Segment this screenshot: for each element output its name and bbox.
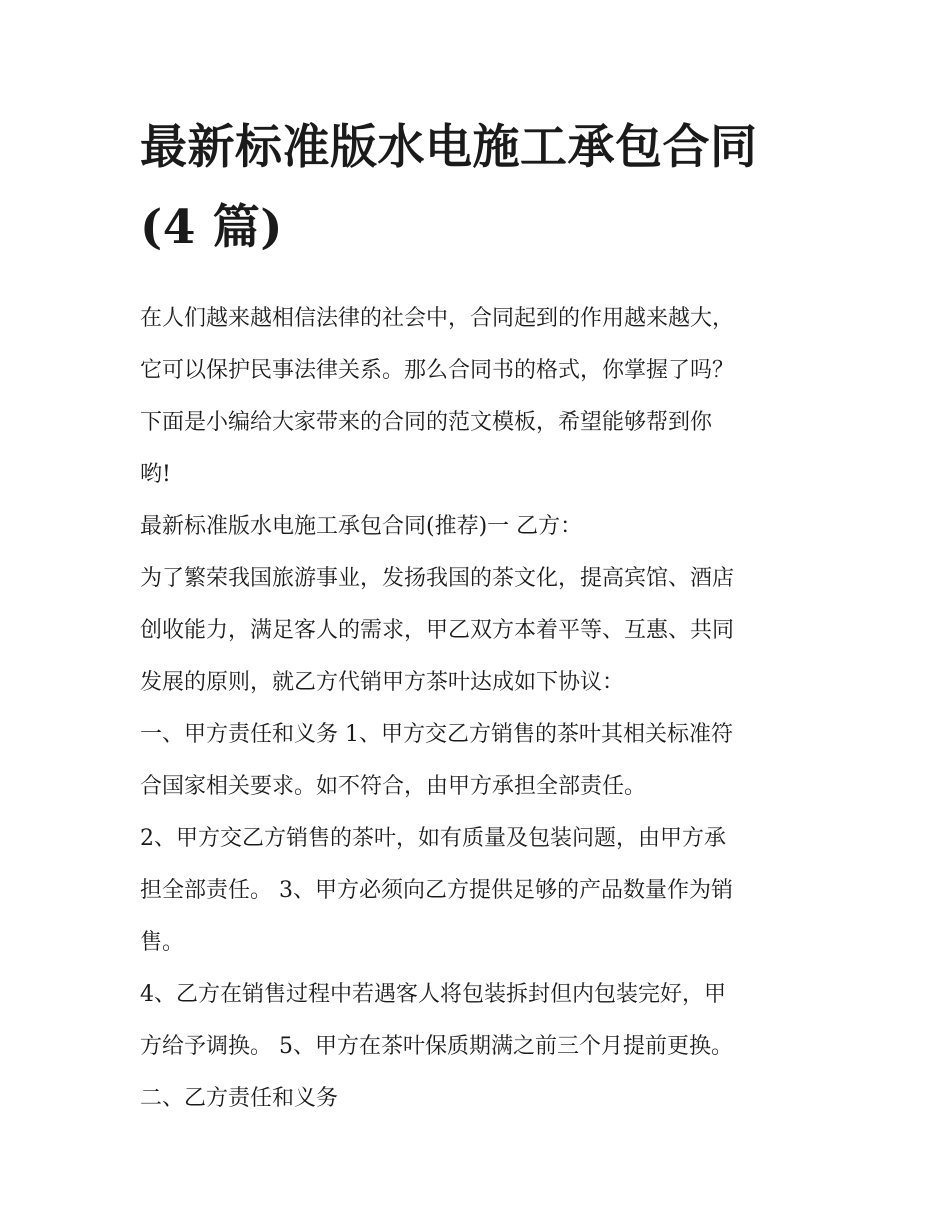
text-line: 担全部责任。 3、甲方必须向乙方提供足够的产品数量作为销: [140, 878, 733, 903]
text-line: 创收能力，满足客人的需求，甲乙双方本着平等、互惠、共同: [140, 618, 735, 643]
party-a-duties-paragraph: [140, 709, 820, 813]
text-line: 一、甲方责任和义务 1、甲方交乙方销售的茶叶其相关标准符: [140, 722, 733, 747]
text-line: 售。: [140, 930, 185, 955]
text-line: 2、甲方交乙方销售的茶叶，如有质量及包装问题，由甲方承: [140, 826, 726, 851]
text-line: 合国家相关要求。如不符合，由甲方承担全部责任。: [140, 774, 647, 799]
title-line: 最新标准版水电施工承包合同: [140, 120, 758, 175]
intro-paragraph: [140, 293, 820, 501]
text-line: 4、乙方在销售过程中若遇客人将包装拆封但内包装完好，甲: [140, 982, 726, 1007]
title-line: (4 篇): [140, 200, 284, 255]
document-title: [140, 108, 820, 268]
clause-4-5-paragraph: [140, 969, 820, 1073]
contract-heading-paragraph: [140, 501, 820, 553]
text-line: 发展的原则，就乙方代销甲方茶叶达成如下协议：: [140, 670, 625, 695]
text-line: 在人们越来越相信法律的社会中，合同起到的作用越来越大，: [140, 306, 735, 331]
text-line: 为了繁荣我国旅游事业，发扬我国的茶文化，提高宾馆、酒店: [140, 566, 735, 591]
purpose-paragraph: [140, 553, 820, 709]
text-line: 最新标准版水电施工承包合同(推荐)一 乙方：: [140, 514, 583, 539]
text-line: 下面是小编给大家带来的合同的范文模板，希望能够帮到你: [140, 410, 713, 435]
clause-2-3-paragraph: [140, 813, 820, 969]
document-body: [140, 293, 820, 1125]
party-b-duties-heading: [140, 1073, 820, 1125]
text-line: 哟!: [140, 462, 171, 487]
text-line: 二、乙方责任和义务: [140, 1086, 339, 1111]
text-line: 它可以保护民事法律关系。那么合同书的格式，你掌握了吗？: [140, 358, 735, 383]
document-page: [140, 108, 820, 1125]
text-line: 方给予调换。 5、甲方在茶叶保质期满之前三个月提前更换。: [140, 1034, 733, 1059]
